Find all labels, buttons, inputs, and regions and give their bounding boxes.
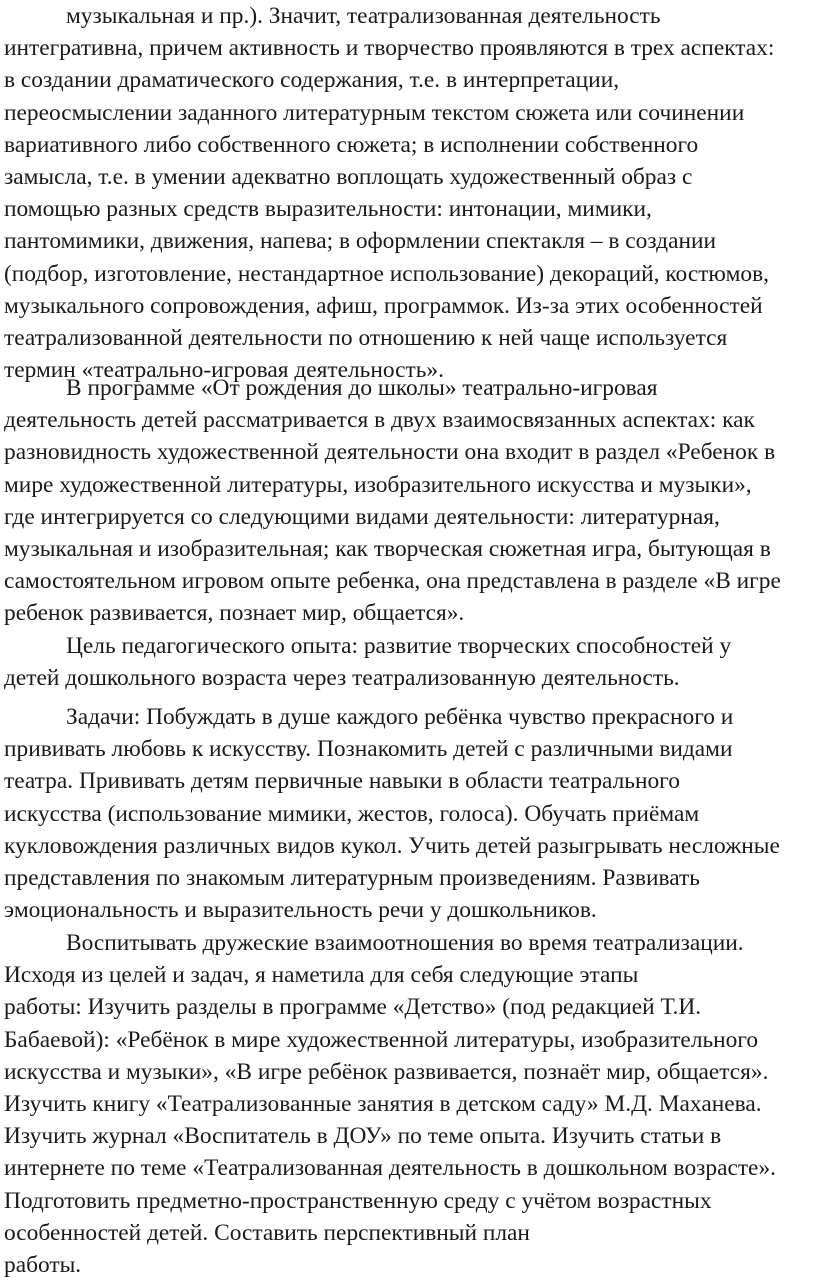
text-line: Исходя из целей и задач, я наметила для себя следующие этапы <box>4 962 639 989</box>
text-line: музыкальная и изобразительная; как творческая сюжетная игра, бытующая в <box>4 536 771 563</box>
text-line: Воспитывать дружеские взаимоотношения во время театрализации. <box>66 930 744 956</box>
text-line: музыкального сопровождения, афиш, программок. Из-за этих особенностей <box>4 292 763 319</box>
text-line: вариативного либо собственного сюжета; в исполнении собственного <box>4 131 699 158</box>
text-line: ребенок развивается, познает мир, общается». <box>4 600 465 627</box>
text-line: В программе «От рождения до школы» театрально-игровая <box>66 375 658 401</box>
text-line: Изучить журнал «Воспитатель в ДОУ» по теме опыта. Изучить статьи в <box>4 1123 722 1150</box>
text-line: детей дошкольного возраста через театрализованную деятельность. <box>4 665 680 692</box>
text-line: Подготовить предметно-пространственную среду с учётом возрастных <box>4 1187 712 1214</box>
text-line: интернете по теме «Театрализованная деятельность в дошкольном возрасте». <box>4 1155 776 1182</box>
text-line: термин «театрально-игровая деятельность». <box>4 357 444 384</box>
text-line: Цель педагогического опыта: развитие творческих способностей у <box>66 633 732 659</box>
text-line: (подбор, изготовление, нестандартное использование) декораций, костюмов, <box>4 260 769 287</box>
text-line: особенностей детей. Составить перспективный план <box>4 1219 530 1246</box>
text-line: работы. <box>4 1252 82 1279</box>
text-line: самостоятельном игровом опыте ребенка, она представлена в разделе «В игре <box>4 568 781 595</box>
paragraph-tasks <box>4 701 780 926</box>
text-line: мире художественной литературы, изобразительного искусства и музыки», <box>4 471 752 498</box>
text-line: Изучить книгу «Театрализованные занятия в детском саду» М.Д. Маханева. <box>4 1091 762 1118</box>
text-line: разновидность художественной деятельности она входит в раздел «Ребенок в <box>4 439 776 466</box>
text-line: в создании драматического содержания, т.е. в интерпретации, <box>4 67 620 94</box>
text-line: прививать любовь к искусству. Познакомить детей с различными видами <box>4 736 733 763</box>
text-line: помощью разных средств выразительности: интонации, мимики, <box>4 196 652 223</box>
text-line: эмоциональность и выразительность речи у дошкольников. <box>4 897 597 924</box>
paragraph-goal <box>4 630 731 694</box>
text-line: пантомимики, движения, напева; в оформлении спектакля – в создании <box>4 228 717 255</box>
text-line: Задачи: Побуждать в душе каждого ребёнка чувство прекрасного и <box>66 704 734 730</box>
paragraph-continuation <box>4 0 774 386</box>
text-line: замысла, т.е. в умении адекватно воплощать художественный образ с <box>4 164 693 191</box>
text-line: театрализованной деятельности по отношению к ней чаще используется <box>4 325 728 352</box>
paragraph-program <box>4 372 781 630</box>
text-line: интегративна, причем активность и творчество проявляются в трех аспектах: <box>4 35 775 62</box>
text-line: кукловождения различных видов кукол. Учить детей разыгрывать несложные <box>4 832 780 859</box>
text-line: где интегрируется со следующими видами деятельности: литературная, <box>4 503 720 530</box>
text-line: переосмыслении заданного литературным текстом сюжета или сочинении <box>4 99 745 126</box>
text-line: искусства (использование мимики, жестов, голоса). Обучать приёмам <box>4 800 700 827</box>
text-line: Бабаевой): «Ребёнок в мире художественной литературы, изобразительного <box>4 1026 759 1053</box>
text-line: театра. Прививать детям первичные навыки в области театрального <box>4 768 680 795</box>
text-line: музыкальная и пр.). Значит, театрализованная деятельность <box>66 3 661 29</box>
text-line: деятельность детей рассматривается в двух взаимосвязанных аспектах: как <box>4 407 755 434</box>
text-line: работы: Изучить разделы в программе «Детство» (под редакцией Т.И. <box>4 994 702 1021</box>
paragraph-stages <box>4 927 776 1281</box>
text-line: представления по знакомым литературным произведениям. Развивать <box>4 865 700 892</box>
text-line: искусства и музыки», «В игре ребёнок развивается, познаёт мир, общается». <box>4 1058 769 1085</box>
